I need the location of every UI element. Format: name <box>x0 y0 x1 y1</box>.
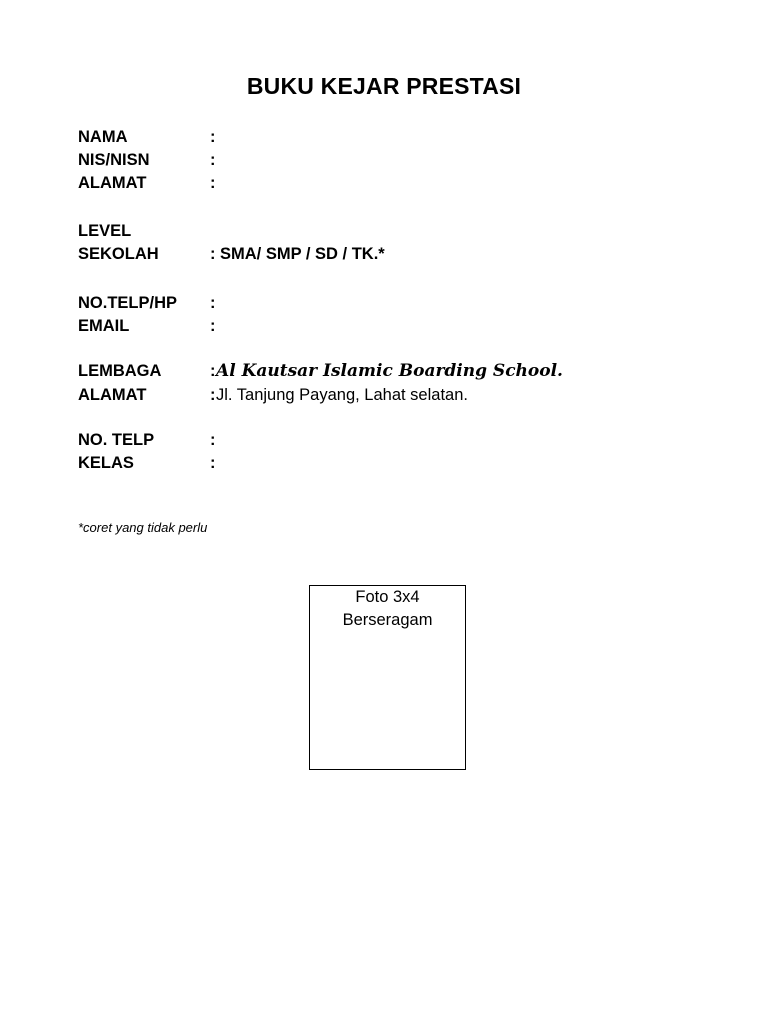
field-colon: : <box>210 128 216 146</box>
field-label: LEMBAGA <box>78 362 162 380</box>
photo-caption-line1: Foto 3x4 <box>355 588 420 606</box>
field-label: EMAIL <box>78 317 130 335</box>
field-colon: : <box>210 245 216 263</box>
photo-placeholder <box>309 585 466 770</box>
footnote: *coret yang tidak perlu <box>78 520 208 535</box>
field-colon: : <box>210 151 216 169</box>
field-colon: : <box>210 454 216 472</box>
field-colon: : <box>210 317 216 335</box>
document-title: BUKU KEJAR PRESTASI <box>246 73 522 99</box>
field-label: KELAS <box>78 454 134 472</box>
alamat-lembaga-value: Jl. Tanjung Payang, Lahat selatan. <box>216 386 468 404</box>
field-label: LEVEL <box>78 222 132 240</box>
field-colon: : <box>210 174 216 192</box>
field-colon: : <box>210 431 216 449</box>
field-label: NO.TELP/HP <box>78 294 178 312</box>
field-colon: : <box>210 294 216 312</box>
field-label: ALAMAT <box>78 386 147 404</box>
field-label: NAMA <box>78 128 128 146</box>
field-label: NIS/NISN <box>78 151 150 169</box>
field-label: SEKOLAH <box>78 245 159 263</box>
field-colon: : <box>210 386 216 404</box>
lembaga-name: Al Kautsar Islamic Boarding School. <box>216 361 563 381</box>
field-label: NO. TELP <box>78 431 155 449</box>
field-colon: : <box>210 362 216 380</box>
field-label: ALAMAT <box>78 174 147 192</box>
photo-caption-line2: Berseragam <box>342 611 433 629</box>
sekolah-options: SMA/ SMP / SD / TK.* <box>220 245 385 263</box>
